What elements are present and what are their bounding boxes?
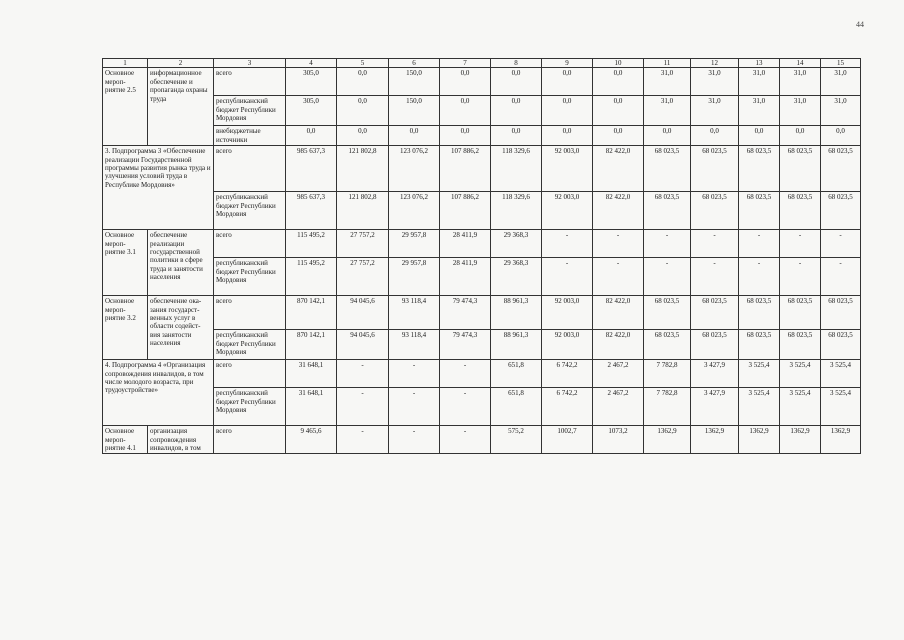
- value-cell: 31 648,1: [286, 388, 337, 426]
- value-cell: 92 003,0: [542, 192, 593, 230]
- value-cell: 29 957,8: [389, 230, 440, 258]
- value-cell: 651,8: [491, 360, 542, 388]
- value-cell: 115 495,2: [286, 258, 337, 296]
- value-cell: 0,0: [491, 68, 542, 96]
- funding-source-cell: республиканский бюджет Республики Мордовия: [214, 96, 286, 126]
- value-cell: 31,0: [739, 96, 780, 126]
- table-row: [103, 126, 861, 146]
- value-cell: 82 422,0: [593, 146, 644, 192]
- value-cell: 870 142,1: [286, 296, 337, 330]
- value-cell: 68 023,5: [691, 146, 739, 192]
- value-cell: 31,0: [821, 68, 861, 96]
- value-cell: 0,0: [780, 126, 821, 146]
- value-cell: 0,0: [542, 96, 593, 126]
- column-number-header: 14: [780, 59, 821, 68]
- value-cell: 92 003,0: [542, 146, 593, 192]
- column-number-header: 10: [593, 59, 644, 68]
- table-row: [103, 330, 861, 360]
- value-cell: 3 525,4: [821, 360, 861, 388]
- value-cell: 0,0: [389, 126, 440, 146]
- value-cell: 68 023,5: [644, 296, 691, 330]
- value-cell: -: [644, 258, 691, 296]
- column-number-header: 8: [491, 59, 542, 68]
- value-cell: 1362,9: [821, 426, 861, 454]
- table-row: [103, 68, 861, 96]
- value-cell: 68 023,5: [739, 296, 780, 330]
- subprogram-title-cell: 3. Подпрограмма 3 «Обеспечение реализации Государственной программы развития рынка труда и улучшения условий труда в Республике Мордовия»: [103, 146, 214, 230]
- value-cell: -: [821, 258, 861, 296]
- value-cell: 68 023,5: [691, 192, 739, 230]
- funding-source-cell: всего: [214, 360, 286, 388]
- value-cell: 29 957,8: [389, 258, 440, 296]
- value-cell: 1002,7: [542, 426, 593, 454]
- value-cell: -: [739, 258, 780, 296]
- funding-source-cell: всего: [214, 68, 286, 96]
- value-cell: 575,2: [491, 426, 542, 454]
- value-cell: 68 023,5: [739, 330, 780, 360]
- table-row: [103, 146, 861, 192]
- value-cell: 27 757,2: [337, 258, 389, 296]
- value-cell: 0,0: [491, 126, 542, 146]
- value-cell: 651,8: [491, 388, 542, 426]
- value-cell: 68 023,5: [780, 296, 821, 330]
- table-row: [103, 192, 861, 230]
- column-number-header: 11: [644, 59, 691, 68]
- value-cell: 68 023,5: [739, 146, 780, 192]
- table-row: [103, 388, 861, 426]
- value-cell: 0,0: [593, 96, 644, 126]
- value-cell: 305,0: [286, 96, 337, 126]
- value-cell: 93 118,4: [389, 330, 440, 360]
- value-cell: 0,0: [691, 126, 739, 146]
- value-cell: 6 742,2: [542, 360, 593, 388]
- funding-source-cell: республиканский бюджет Республики Мордовия: [214, 330, 286, 360]
- value-cell: 31,0: [821, 96, 861, 126]
- value-cell: -: [739, 230, 780, 258]
- value-cell: 3 525,4: [739, 388, 780, 426]
- value-cell: 3 525,4: [780, 388, 821, 426]
- value-cell: 68 023,5: [821, 146, 861, 192]
- value-cell: 121 802,8: [337, 146, 389, 192]
- column-number-header: 3: [214, 59, 286, 68]
- value-cell: 985 637,3: [286, 192, 337, 230]
- table-row: [103, 426, 861, 454]
- value-cell: 0,0: [337, 68, 389, 96]
- value-cell: 118 329,6: [491, 192, 542, 230]
- column-number-row: [103, 59, 861, 68]
- value-cell: -: [389, 426, 440, 454]
- measure-name-cell: обеспечение реализации государственной политики в сфере труда и занятости населения: [148, 230, 214, 296]
- value-cell: 68 023,5: [691, 330, 739, 360]
- value-cell: 0,0: [644, 126, 691, 146]
- value-cell: 31,0: [644, 68, 691, 96]
- value-cell: 68 023,5: [780, 330, 821, 360]
- column-number-header: 1: [103, 59, 148, 68]
- value-cell: 31,0: [739, 68, 780, 96]
- value-cell: 1073,2: [593, 426, 644, 454]
- value-cell: 68 023,5: [821, 296, 861, 330]
- value-cell: 68 023,5: [739, 192, 780, 230]
- column-number-header: 15: [821, 59, 861, 68]
- budget-table: [102, 58, 861, 454]
- value-cell: 118 329,6: [491, 146, 542, 192]
- value-cell: 121 802,8: [337, 192, 389, 230]
- value-cell: 31,0: [691, 68, 739, 96]
- value-cell: 0,0: [440, 96, 491, 126]
- value-cell: 0,0: [542, 126, 593, 146]
- measure-number-cell: Основное мероп- риятие 3.1: [103, 230, 148, 296]
- value-cell: 3 427,9: [691, 360, 739, 388]
- column-number-header: 12: [691, 59, 739, 68]
- value-cell: 68 023,5: [691, 296, 739, 330]
- measure-number-cell: Основное мероп- риятие 4.1: [103, 426, 148, 454]
- value-cell: 0,0: [491, 96, 542, 126]
- value-cell: -: [440, 360, 491, 388]
- value-cell: 27 757,2: [337, 230, 389, 258]
- value-cell: 9 465,6: [286, 426, 337, 454]
- funding-source-cell: республиканский бюджет Республики Мордовия: [214, 192, 286, 230]
- table-row: [103, 230, 861, 258]
- value-cell: -: [440, 388, 491, 426]
- value-cell: 3 525,4: [821, 388, 861, 426]
- table-row: [103, 258, 861, 296]
- value-cell: 31,0: [644, 96, 691, 126]
- value-cell: -: [780, 258, 821, 296]
- measure-number-cell: Основное мероп- риятие 2.5: [103, 68, 148, 146]
- value-cell: -: [389, 388, 440, 426]
- value-cell: 0,0: [337, 96, 389, 126]
- value-cell: -: [337, 426, 389, 454]
- value-cell: 31,0: [780, 96, 821, 126]
- value-cell: 68 023,5: [821, 192, 861, 230]
- value-cell: -: [644, 230, 691, 258]
- value-cell: 88 961,3: [491, 330, 542, 360]
- funding-source-cell: республиканский бюджет Республики Мордовия: [214, 388, 286, 426]
- value-cell: 107 886,2: [440, 192, 491, 230]
- value-cell: 2 467,2: [593, 388, 644, 426]
- measure-number-cell: Основное мероп- риятие 3.2: [103, 296, 148, 360]
- value-cell: 870 142,1: [286, 330, 337, 360]
- value-cell: -: [337, 388, 389, 426]
- value-cell: 985 637,3: [286, 146, 337, 192]
- column-number-header: 7: [440, 59, 491, 68]
- value-cell: 79 474,3: [440, 296, 491, 330]
- value-cell: 1362,9: [739, 426, 780, 454]
- measure-name-cell: организация сопровождения инвалидов, в том: [148, 426, 214, 454]
- page-number: 44: [856, 20, 864, 29]
- value-cell: 123 076,2: [389, 192, 440, 230]
- value-cell: 31 648,1: [286, 360, 337, 388]
- funding-source-cell: всего: [214, 230, 286, 258]
- value-cell: 115 495,2: [286, 230, 337, 258]
- value-cell: 0,0: [593, 68, 644, 96]
- value-cell: -: [821, 230, 861, 258]
- value-cell: 7 782,8: [644, 388, 691, 426]
- measure-name-cell: информационное обеспечение и пропаганда охраны труда: [148, 68, 214, 146]
- value-cell: -: [440, 426, 491, 454]
- value-cell: 0,0: [821, 126, 861, 146]
- table-body: [103, 68, 861, 454]
- value-cell: 31,0: [691, 96, 739, 126]
- value-cell: 68 023,5: [821, 330, 861, 360]
- value-cell: 1362,9: [780, 426, 821, 454]
- value-cell: 82 422,0: [593, 296, 644, 330]
- value-cell: 0,0: [286, 126, 337, 146]
- measure-name-cell: обеспечение ока- зания государст- венных услуг в области содейст- вия занятости населения: [148, 296, 214, 360]
- value-cell: 0,0: [440, 126, 491, 146]
- value-cell: -: [691, 230, 739, 258]
- value-cell: 6 742,2: [542, 388, 593, 426]
- column-number-header: 2: [148, 59, 214, 68]
- funding-source-cell: республиканский бюджет Республики Мордовия: [214, 258, 286, 296]
- value-cell: 3 525,4: [739, 360, 780, 388]
- table-row: [103, 296, 861, 330]
- value-cell: 68 023,5: [780, 192, 821, 230]
- value-cell: 29 368,3: [491, 258, 542, 296]
- value-cell: 93 118,4: [389, 296, 440, 330]
- value-cell: 68 023,5: [644, 330, 691, 360]
- funding-source-cell: всего: [214, 426, 286, 454]
- value-cell: 28 411,9: [440, 230, 491, 258]
- value-cell: 123 076,2: [389, 146, 440, 192]
- funding-source-cell: всего: [214, 146, 286, 192]
- value-cell: 68 023,5: [780, 146, 821, 192]
- column-number-header: 9: [542, 59, 593, 68]
- value-cell: 79 474,3: [440, 330, 491, 360]
- value-cell: -: [337, 360, 389, 388]
- value-cell: 2 467,2: [593, 360, 644, 388]
- value-cell: 94 045,6: [337, 330, 389, 360]
- column-number-header: 4: [286, 59, 337, 68]
- value-cell: -: [593, 258, 644, 296]
- value-cell: 29 368,3: [491, 230, 542, 258]
- value-cell: 88 961,3: [491, 296, 542, 330]
- value-cell: -: [542, 258, 593, 296]
- table-row: [103, 360, 861, 388]
- value-cell: 1362,9: [644, 426, 691, 454]
- value-cell: 107 886,2: [440, 146, 491, 192]
- value-cell: 0,0: [739, 126, 780, 146]
- value-cell: 3 525,4: [780, 360, 821, 388]
- value-cell: 3 427,9: [691, 388, 739, 426]
- value-cell: 0,0: [593, 126, 644, 146]
- value-cell: 94 045,6: [337, 296, 389, 330]
- value-cell: 68 023,5: [644, 146, 691, 192]
- value-cell: 0,0: [337, 126, 389, 146]
- table-row: [103, 96, 861, 126]
- value-cell: 7 782,8: [644, 360, 691, 388]
- value-cell: 92 003,0: [542, 296, 593, 330]
- value-cell: 305,0: [286, 68, 337, 96]
- value-cell: 31,0: [780, 68, 821, 96]
- value-cell: -: [389, 360, 440, 388]
- value-cell: -: [593, 230, 644, 258]
- value-cell: 82 422,0: [593, 330, 644, 360]
- value-cell: 150,0: [389, 96, 440, 126]
- value-cell: -: [542, 230, 593, 258]
- value-cell: 68 023,5: [644, 192, 691, 230]
- funding-source-cell: внебюджетные источники: [214, 126, 286, 146]
- value-cell: 92 003,0: [542, 330, 593, 360]
- subprogram-title-cell: 4. Подпрограмма 4 «Организация сопровождения инвалидов, в том числе молодого возраста, при трудоустройстве»: [103, 360, 214, 426]
- column-number-header: 13: [739, 59, 780, 68]
- value-cell: 28 411,9: [440, 258, 491, 296]
- value-cell: 150,0: [389, 68, 440, 96]
- funding-source-cell: всего: [214, 296, 286, 330]
- value-cell: -: [691, 258, 739, 296]
- column-number-header: 6: [389, 59, 440, 68]
- value-cell: 1362,9: [691, 426, 739, 454]
- value-cell: 0,0: [440, 68, 491, 96]
- column-number-header: 5: [337, 59, 389, 68]
- value-cell: 82 422,0: [593, 192, 644, 230]
- value-cell: -: [780, 230, 821, 258]
- value-cell: 0,0: [542, 68, 593, 96]
